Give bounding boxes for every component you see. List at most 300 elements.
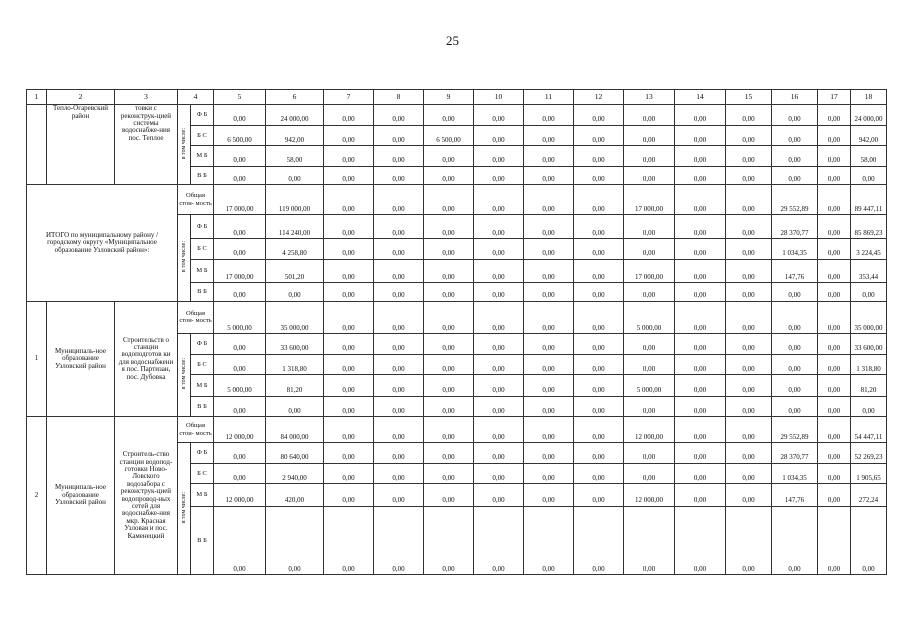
value-cell: 0,00 [214,283,266,301]
object-cell: Строительств о станции водоподготов ки для водоснабжени я пос. Партизан, пос. Дубовка [115,301,178,417]
header-cell: 15 [726,90,772,105]
value-cell: 501,20 [266,259,324,283]
value-cell: 0,00 [624,354,675,375]
value-cell: 12 000,00 [624,417,675,443]
total-cost-label: Общая стои- мость [178,185,214,215]
value-cell: 0,00 [726,417,772,443]
value-cell: 33 600,00 [851,334,887,355]
value-cell: 0,00 [772,125,818,146]
value-cell: 0,00 [675,463,726,484]
value-cell: 0,00 [374,484,424,507]
value-cell: 0,00 [424,239,474,260]
value-cell: 0,00 [574,354,624,375]
value-cell: 0,00 [374,185,424,215]
value-cell: 420,00 [266,484,324,507]
value-cell: 0,00 [851,283,887,301]
value-cell: 114 240,00 [266,215,324,239]
value-cell: 0,00 [214,215,266,239]
value-cell: 0,00 [374,146,424,167]
value-cell: 0,00 [574,215,624,239]
funding-source-label: Ф Б [191,443,214,464]
value-cell: 0,00 [424,215,474,239]
value-cell: 0,00 [324,484,374,507]
value-cell: 33 600,00 [266,334,324,355]
value-cell: 29 552,89 [772,417,818,443]
value-cell: 0,00 [818,125,851,146]
value-cell: 0,00 [424,166,474,184]
value-cell: 17 000,00 [214,185,266,215]
value-cell: 0,00 [851,396,887,417]
value-cell: 52 269,23 [851,443,887,464]
value-cell: 0,00 [675,375,726,397]
value-cell: 1 034,35 [772,239,818,260]
value-cell: 81,20 [851,375,887,397]
value-cell: 0,00 [474,283,524,301]
value-cell: 0,00 [424,105,474,126]
value-cell: 0,00 [818,185,851,215]
value-cell: 0,00 [675,417,726,443]
value-cell: 0,00 [574,484,624,507]
value-cell: 0,00 [374,396,424,417]
value-cell: 0,00 [324,396,374,417]
header-cell: 7 [324,90,374,105]
value-cell: 0,00 [324,417,374,443]
value-cell: 0,00 [524,484,574,507]
value-cell: 0,00 [726,283,772,301]
value-cell: 0,00 [818,375,851,397]
value-cell: 0,00 [474,506,524,574]
value-cell: 0,00 [324,375,374,397]
value-cell: 0,00 [524,259,574,283]
in-that-number-text: в том числе: [181,241,187,273]
value-cell: 80 640,00 [266,443,324,464]
value-cell: 0,00 [772,283,818,301]
value-cell: 0,00 [424,375,474,397]
funding-source-label: В Б [191,396,214,417]
value-cell: 0,00 [726,259,772,283]
value-cell: 0,00 [374,334,424,355]
value-cell: 0,00 [726,354,772,375]
value-cell: 353,44 [851,259,887,283]
header-cell: 17 [818,90,851,105]
value-cell: 24 000,00 [851,105,887,126]
value-cell: 0,00 [675,334,726,355]
header-cell: 8 [374,90,424,105]
value-cell: 272,24 [851,484,887,507]
value-cell: 0,00 [726,105,772,126]
value-cell: 0,00 [474,443,524,464]
value-cell: 0,00 [474,334,524,355]
value-cell: 0,00 [818,259,851,283]
value-cell: 0,00 [574,417,624,443]
value-cell: 0,00 [675,125,726,146]
value-cell: 0,00 [474,125,524,146]
in-that-number-label [178,105,191,185]
value-cell: 17 000,00 [624,185,675,215]
value-cell: 12 000,00 [624,484,675,507]
value-cell: 0,00 [818,334,851,355]
value-cell: 0,00 [374,463,424,484]
district-cell: Муниципаль-ное образование Узловский район [47,417,115,575]
value-cell: 0,00 [214,146,266,167]
value-cell: 0,00 [324,259,374,283]
value-cell: 0,00 [324,334,374,355]
value-cell: 0,00 [574,443,624,464]
value-cell: 0,00 [675,301,726,333]
value-cell: 0,00 [374,417,424,443]
value-cell: 0,00 [624,396,675,417]
in-that-number-label [178,334,191,417]
value-cell: 3 224,45 [851,239,887,260]
value-cell: 0,00 [474,239,524,260]
value-cell: 0,00 [524,105,574,126]
value-cell: 0,00 [574,146,624,167]
value-cell: 0,00 [574,185,624,215]
value-cell: 89 447,11 [851,185,887,215]
value-cell: 942,00 [851,125,887,146]
value-cell: 0,00 [524,463,574,484]
value-cell: 0,00 [474,417,524,443]
funding-source-label: Б С [191,239,214,260]
value-cell: 0,00 [474,105,524,126]
value-cell: 0,00 [675,185,726,215]
value-cell: 0,00 [524,215,574,239]
value-cell: 0,00 [574,375,624,397]
value-cell: 0,00 [726,239,772,260]
value-cell: 0,00 [524,283,574,301]
value-cell: 1 034,35 [772,463,818,484]
value-cell: 0,00 [818,239,851,260]
value-cell: 0,00 [818,443,851,464]
value-cell: 0,00 [574,125,624,146]
value-cell: 0,00 [214,105,266,126]
value-cell: 0,00 [624,443,675,464]
funding-source-label: М Б [191,146,214,167]
value-cell: 0,00 [474,354,524,375]
value-cell: 0,00 [424,463,474,484]
table-body [27,90,887,575]
value-cell: 0,00 [726,301,772,333]
header-cell: 13 [624,90,675,105]
value-cell: 0,00 [624,146,675,167]
value-cell: 0,00 [851,506,887,574]
value-cell: 0,00 [424,146,474,167]
funding-source-label: Ф Б [191,334,214,355]
header-cell: 14 [675,90,726,105]
row-number-cell: 2 [27,417,47,575]
value-cell: 0,00 [726,375,772,397]
value-cell: 0,00 [424,396,474,417]
value-cell: 942,00 [266,125,324,146]
value-cell: 0,00 [675,215,726,239]
value-cell: 0,00 [772,396,818,417]
value-cell: 0,00 [574,105,624,126]
value-cell: 0,00 [424,185,474,215]
value-cell: 84 000,00 [266,417,324,443]
value-cell: 0,00 [675,283,726,301]
value-cell: 0,00 [624,125,675,146]
value-cell: 1 905,65 [851,463,887,484]
value-cell: 0,00 [624,334,675,355]
value-cell: 0,00 [214,239,266,260]
value-cell: 0,00 [524,334,574,355]
header-cell: 11 [524,90,574,105]
value-cell: 0,00 [818,463,851,484]
value-cell: 0,00 [524,443,574,464]
value-cell: 0,00 [574,301,624,333]
value-cell: 29 552,89 [772,185,818,215]
value-cell: 58,00 [266,146,324,167]
value-cell: 0,00 [524,239,574,260]
value-cell: 0,00 [574,239,624,260]
value-cell: 0,00 [624,283,675,301]
table-row [27,301,887,333]
value-cell: 35 000,00 [851,301,887,333]
value-cell: 5 000,00 [624,375,675,397]
value-cell: 0,00 [324,215,374,239]
total-cost-label: Общая стои- мость [178,301,214,333]
value-cell: 4 258,80 [266,239,324,260]
value-cell: 147,76 [772,259,818,283]
row-number-cell: 1 [27,301,47,417]
value-cell: 0,00 [818,146,851,167]
value-cell: 54 447,11 [851,417,887,443]
value-cell: 0,00 [574,259,624,283]
value-cell: 0,00 [374,166,424,184]
value-cell: 0,00 [524,146,574,167]
row-number-cell [27,105,47,185]
value-cell: 0,00 [214,166,266,184]
value-cell: 0,00 [624,215,675,239]
value-cell: 0,00 [624,463,675,484]
value-cell: 0,00 [574,334,624,355]
value-cell: 6 500,00 [424,125,474,146]
value-cell: 0,00 [214,334,266,355]
district-cell: Муниципаль-ное образование Узловский район [47,301,115,417]
value-cell: 0,00 [474,396,524,417]
value-cell: 0,00 [266,166,324,184]
value-cell: 0,00 [624,506,675,574]
in-that-number-text: в том числе: [181,491,187,523]
total-label-cell: ИТОГО по муниципальному району / городскому округу «Муниципальное образование Узловский район»: [27,185,178,302]
value-cell: 0,00 [266,396,324,417]
header-cell: 1 [27,90,47,105]
value-cell: 0,00 [726,443,772,464]
value-cell: 0,00 [424,334,474,355]
value-cell: 0,00 [474,166,524,184]
value-cell: 0,00 [726,396,772,417]
value-cell: 0,00 [324,166,374,184]
value-cell: 0,00 [772,506,818,574]
table-row [27,417,887,443]
value-cell: 81,20 [266,375,324,397]
value-cell: 0,00 [624,166,675,184]
value-cell: 0,00 [726,125,772,146]
value-cell: 28 370,77 [772,443,818,464]
value-cell: 0,00 [574,166,624,184]
value-cell: 0,00 [266,283,324,301]
value-cell: 0,00 [324,125,374,146]
value-cell: 0,00 [675,166,726,184]
value-cell: 0,00 [675,506,726,574]
value-cell: 35 000,00 [266,301,324,333]
value-cell: 0,00 [374,354,424,375]
funding-source-label: М Б [191,259,214,283]
value-cell: 85 869,23 [851,215,887,239]
value-cell: 0,00 [474,259,524,283]
funding-source-label: Б С [191,354,214,375]
total-cost-label: Общая стои- мость [178,417,214,443]
funding-source-label: Б С [191,125,214,146]
value-cell: 0,00 [574,283,624,301]
value-cell: 0,00 [772,334,818,355]
value-cell: 0,00 [675,146,726,167]
value-cell: 0,00 [474,375,524,397]
value-cell: 0,00 [374,375,424,397]
value-cell: 0,00 [818,396,851,417]
value-cell: 0,00 [374,443,424,464]
value-cell: 0,00 [214,463,266,484]
value-cell: 0,00 [675,105,726,126]
value-cell: 1 318,80 [851,354,887,375]
header-row [27,90,887,105]
value-cell: 0,00 [524,396,574,417]
value-cell: 58,00 [851,146,887,167]
value-cell: 0,00 [726,484,772,507]
value-cell: 0,00 [524,166,574,184]
value-cell: 0,00 [324,463,374,484]
header-cell: 2 [47,90,115,105]
value-cell: 0,00 [424,506,474,574]
header-cell: 6 [266,90,324,105]
value-cell: 0,00 [524,354,574,375]
header-cell: 4 [178,90,214,105]
value-cell: 0,00 [574,506,624,574]
value-cell: 0,00 [675,239,726,260]
value-cell: 0,00 [675,354,726,375]
value-cell: 0,00 [851,166,887,184]
value-cell: 0,00 [474,215,524,239]
value-cell: 0,00 [574,463,624,484]
value-cell: 5 000,00 [624,301,675,333]
value-cell: 0,00 [772,166,818,184]
value-cell: 0,00 [214,506,266,574]
value-cell: 0,00 [726,215,772,239]
value-cell: 0,00 [474,146,524,167]
table-row [27,105,887,126]
value-cell: 0,00 [324,146,374,167]
value-cell: 0,00 [818,484,851,507]
value-cell: 2 940,00 [266,463,324,484]
value-cell: 0,00 [772,301,818,333]
value-cell: 0,00 [324,506,374,574]
value-cell: 0,00 [374,283,424,301]
in-that-number-text: в том числе: [181,358,187,390]
value-cell: 0,00 [726,463,772,484]
value-cell: 0,00 [474,185,524,215]
value-cell: 0,00 [772,354,818,375]
funding-source-label: Б С [191,463,214,484]
value-cell: 0,00 [726,146,772,167]
value-cell: 12 000,00 [214,417,266,443]
value-cell: 0,00 [374,506,424,574]
funding-table [26,89,887,575]
value-cell: 0,00 [524,506,574,574]
funding-source-label: В Б [191,283,214,301]
value-cell: 0,00 [214,443,266,464]
header-cell: 10 [474,90,524,105]
value-cell: 0,00 [524,375,574,397]
value-cell: 0,00 [374,125,424,146]
value-cell: 0,00 [374,215,424,239]
value-cell: 0,00 [818,105,851,126]
value-cell: 0,00 [424,354,474,375]
value-cell: 0,00 [324,301,374,333]
table-row [27,185,887,215]
value-cell: 0,00 [424,283,474,301]
in-that-number-label [178,443,191,575]
header-cell: 18 [851,90,887,105]
value-cell: 0,00 [424,484,474,507]
value-cell: 0,00 [524,185,574,215]
value-cell: 119 000,00 [266,185,324,215]
funding-source-label: М Б [191,484,214,507]
value-cell: 0,00 [624,239,675,260]
value-cell: 0,00 [818,417,851,443]
value-cell: 0,00 [424,259,474,283]
value-cell: 0,00 [374,259,424,283]
value-cell: 0,00 [374,105,424,126]
value-cell: 0,00 [474,463,524,484]
value-cell: 6 500,00 [214,125,266,146]
value-cell: 0,00 [818,354,851,375]
value-cell: 0,00 [324,283,374,301]
funding-source-label: В Б [191,506,214,574]
value-cell: 0,00 [424,301,474,333]
value-cell: 0,00 [374,301,424,333]
value-cell: 0,00 [818,506,851,574]
value-cell: 0,00 [524,417,574,443]
page-number: 25 [446,33,459,48]
value-cell: 0,00 [726,506,772,574]
value-cell: 0,00 [818,166,851,184]
value-cell: 0,00 [474,484,524,507]
value-cell: 147,76 [772,484,818,507]
value-cell: 17 000,00 [214,259,266,283]
funding-source-label: В Б [191,166,214,184]
value-cell: 0,00 [524,125,574,146]
value-cell: 24 000,00 [266,105,324,126]
value-cell: 0,00 [324,443,374,464]
header-cell: 9 [424,90,474,105]
header-cell: 12 [574,90,624,105]
value-cell: 0,00 [374,239,424,260]
value-cell: 0,00 [818,301,851,333]
value-cell: 0,00 [524,301,574,333]
value-cell: 1 318,80 [266,354,324,375]
value-cell: 0,00 [324,354,374,375]
value-cell: 0,00 [675,484,726,507]
object-cell: Строитель-ство станции водопод-готовки Ново-Ловского водозабора с реконструк-цией водопровод-ных сетей для водоснабже-ния мкр. Красная Узловая и пос. Каменецкий [115,417,178,575]
in-that-number-text: в том числе: [181,127,187,159]
value-cell: 0,00 [324,185,374,215]
value-cell: 5 000,00 [214,375,266,397]
header-cell: 16 [772,90,818,105]
object-cell: товки с реконструк-цией системы водоснабже-ния пос. Теплое [115,105,178,185]
value-cell: 0,00 [726,185,772,215]
header-cell: 3 [115,90,178,105]
value-cell: 0,00 [324,105,374,126]
